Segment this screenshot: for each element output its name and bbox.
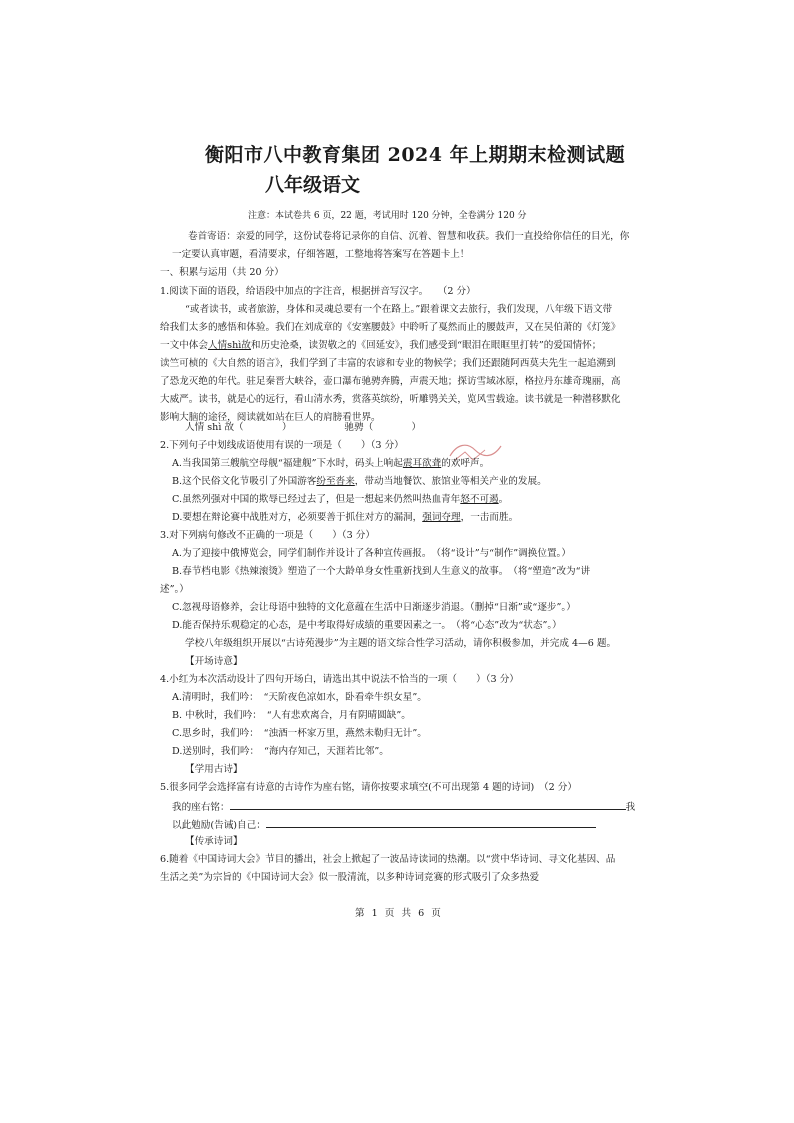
intro-line-1: 卷首寄语：亲爱的同学，这份试卷将记录你的自信、沉着、智慧和收获。我们一直投给你信任的目光，你 bbox=[188, 231, 630, 242]
q2-d-text: ，一击而胜。 bbox=[460, 512, 519, 523]
exam-subtitle: 八年级语文 bbox=[265, 174, 361, 196]
q6-line-1: 6.随着《中国诗词大会》节目的播出，社会上掀起了一波品诗读词的热潮。以“赏中华诗词、寻文化基因、品 bbox=[160, 854, 616, 865]
q1-stem: 1.阅读下面的语段，给语段中加点的字注音，根据拼音写汉字。 （2 分） bbox=[160, 286, 476, 297]
q5-motto-line bbox=[172, 799, 635, 814]
q2-option-b bbox=[172, 475, 547, 488]
section-tag-opening: 【开场诗意】 bbox=[185, 656, 243, 667]
exam-title: 衡阳市八中教育集团 2024 年上期期末检测试题 bbox=[205, 144, 626, 166]
intro-line-2: 一定要认真审题，看清要求，仔细答题，工整地将答案写在答题卡上！ bbox=[172, 249, 470, 260]
q2-b-text: ，带动当地餐饮、旅馆业等相关产业的发展。 bbox=[354, 476, 547, 487]
exam-note: 注意：本试卷共 6 页，22 题，考试用时 120 分钟，全卷满分 120 分 bbox=[248, 211, 527, 221]
q3-option-b-line-2: 述”。） bbox=[160, 584, 189, 595]
q1-text: 和历史沧桑，读贺敬之的《回延安》，我们感受到“眼泪在眼眶里打转”的爱国情怀； bbox=[250, 340, 602, 351]
q4-option-b: B. 中秋时，我们吟： “人有悲欢离合，月有阴晴圆缺”。 bbox=[172, 710, 411, 721]
q2-a-text: 的欢呼声。 bbox=[441, 458, 490, 469]
q2-stem: 2.下列句子中划线成语使用有误的一项是（ ）（3 分） bbox=[160, 440, 404, 451]
section-tag-heritage: 【传承诗词】 bbox=[185, 836, 243, 847]
q1-para-line-7: 影响大脑的途径，阅读就如站在巨人的肩膀看世界。 bbox=[160, 412, 381, 423]
q4-option-d: D.送别时，我们吟： “海内存知己，天涯若比邻”。 bbox=[172, 746, 389, 757]
q2-d-idiom: 强词夺理 bbox=[422, 512, 461, 523]
self-input-blank[interactable] bbox=[266, 817, 596, 828]
q1-text: 一文中体会 bbox=[160, 340, 208, 351]
q1-para-line-3 bbox=[160, 339, 601, 352]
q1-para-line-5: 了恐龙灭绝的年代。驻足秦晋大峡谷，壶口瀑布驰骋奔腾，声震天地；探访雪域冰原，格拉丹东雄奇瑰丽，高 bbox=[160, 376, 621, 387]
q1-para-line-2: 给我们太多的感悟和体验。我们在刘成章的《安塞腰鼓》中聆听了戛然而止的腰鼓声，又在吴伯萧的《灯笼》 bbox=[160, 322, 621, 333]
activity-intro: 学校八年级组织开展以“古诗苑漫步”为主题的语文综合性学习活动，请你积极参加，并完成 4—6 题。 bbox=[185, 638, 617, 649]
q6-line-2: 生活之美”为宗旨的《中国诗词大会》似一股清流，以多种诗词竞赛的形式吸引了众多热爱 bbox=[160, 872, 540, 883]
q2-c-idiom: 怒不可遏 bbox=[460, 494, 499, 505]
motto-input-blank[interactable] bbox=[230, 799, 626, 810]
q2-option-a bbox=[172, 457, 489, 470]
q3-option-b-line-1: B.春节档电影《热辣滚烫》塑造了一个大龄单身女性重新找到人生意义的故事。 （将“塑造”改为“讲 bbox=[172, 566, 591, 577]
q5-self-label: 以此勉励(告诫)自己： bbox=[172, 820, 266, 831]
q2-option-c bbox=[172, 493, 508, 506]
q1-para-line-6: 大威严。读书，就是心的远行，看山清水秀，赏落英缤纷，听雕鸮关关，览风雪载途。读书就是一种潜移默化 bbox=[160, 394, 621, 405]
section-tag-poetry: 【学用古诗】 bbox=[185, 764, 243, 775]
q3-option-a: A.为了迎接中俄博览会，同学们制作并设计了各种宣传画报。 （将“设计”与“制作”调换位置。） bbox=[172, 548, 571, 559]
q2-c-text: C.虽然列强对中国的欺辱已经过去了，但是一想起来仍然叫热血青年 bbox=[172, 494, 461, 505]
q4-option-a: A.清明时，我们吟： “天阶夜色凉如水，卧看牵牛织女星”。 bbox=[172, 692, 427, 703]
q1-para-line-1: “或者读书，或者旅游，身体和灵魂总要有一个在路上。”跟着课文去旅行，我们发现，八年级下语文带 bbox=[185, 304, 613, 315]
q3-option-d: D.能否保持乐观稳定的心态，是中考取得好成绩的重要因素之一。 （将“心态”改为“状态”。） bbox=[172, 620, 562, 631]
q5-stem: 5.很多同学会选择富有诗意的古诗作为座右铭，请你按要求填空(不可出现第 4 题的诗词) （2 分） bbox=[160, 782, 577, 793]
pinyin-word: shì故 bbox=[227, 340, 251, 351]
section-heading: 一、积累与运用（共 20 分） bbox=[160, 267, 284, 278]
q5-self-line bbox=[172, 817, 596, 832]
q2-b-text: B.这个民俗文化节吸引了外国游客 bbox=[172, 476, 317, 487]
q3-stem: 3.对下列病句修改不正确的一项是（ ）（3 分） bbox=[160, 530, 375, 541]
q4-stem: 4.小红为本次活动设计了四句开场白，请选出其中说法不恰当的一项（ ）（3 分） bbox=[160, 674, 519, 685]
q2-c-text: 。 bbox=[498, 494, 509, 505]
dotted-word: 人情 bbox=[207, 340, 228, 351]
q4-option-c: C.思乡时，我们吟： “浊酒一杯家万里，燕然未勒归无计”。 bbox=[172, 728, 427, 739]
q2-d-text: D.要想在辩论赛中战胜对方，必须要善于抓住对方的漏洞， bbox=[172, 512, 423, 523]
q2-a-idiom: 震耳欲聋 bbox=[402, 458, 442, 469]
q2-option-d bbox=[172, 511, 518, 524]
q3-option-c: C.忽视母语修养，会让母语中独特的文化意蕴在生活中日渐逐步消退。（删掉“日渐”或“逐步”。） bbox=[172, 602, 576, 613]
page-number: 第 1 页 共 6 页 bbox=[355, 908, 443, 919]
q1-para-line-4: 读竺可桢的《大自然的语言》，我们学到了丰富的农谚和专业的物候学；我们还跟随阿西莫夫先生一起追溯到 bbox=[160, 358, 616, 369]
q5-motto-label: 我的座右铭： bbox=[172, 802, 230, 813]
q2-a-text: A.当我国第三艘航空母舰“福建舰”下水时，码头上响起 bbox=[172, 458, 403, 469]
q1-answer-line: 人情 shì 故（ ） 驰骋（ ） bbox=[185, 422, 422, 433]
q5-motto-end: 我 bbox=[625, 802, 636, 813]
q2-b-idiom: 纷至沓来 bbox=[316, 476, 355, 487]
